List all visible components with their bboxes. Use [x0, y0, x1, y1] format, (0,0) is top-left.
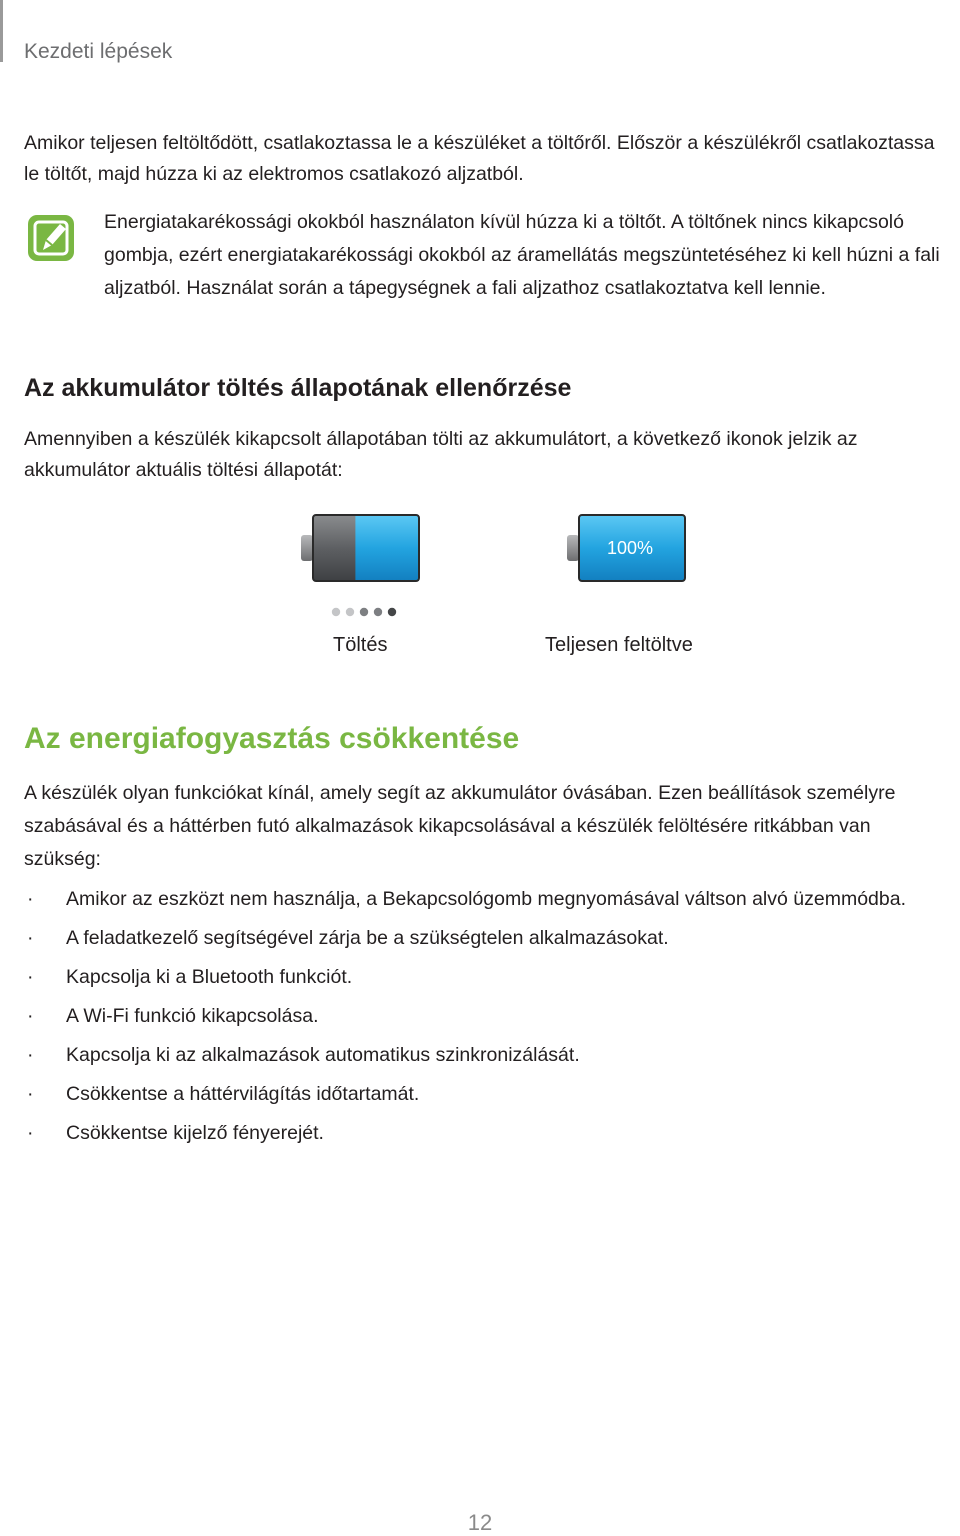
list-item [24, 884, 924, 915]
progress-dot [346, 608, 354, 616]
energy-tips-list [24, 884, 924, 1157]
note-pencil-icon [26, 213, 76, 263]
tip-text: Amikor az eszközt nem használja, a Bekapcsológomb megnyomásával váltson alvó üzemmódba. [66, 888, 906, 910]
tip-text: A feladatkezelő segítségével zárja be a szükségtelen alkalmazásokat. [66, 927, 669, 949]
intro-paragraph: Amikor teljesen feltöltődött, csatlakoztassa le a készüléket a töltőről. Először a készülékről csatlakoztassa le töltőt, majd húzza ki az elektromos csatlakozó aljzatból. [24, 132, 935, 185]
caption-full: Teljesen feltöltve [545, 634, 693, 656]
battery-full-label: 100% [606, 538, 654, 558]
bullet: · [27, 966, 34, 988]
energy-section-intro: A készülék olyan funkciókat kínál, amely segít az akkumulátor óvásában. Ezen beállítások személyre szabásával és a háttérben futó alkalmazások kikapcsolásával a készülék felöltésére ritkábban van szükség: [24, 782, 896, 870]
note-text: Energiatakarékossági okokból használaton kívül húzza ki a töltőt. A töltőnek nincs kikapcsoló gombja, ezért energiatakarékossági okokból az áramellátás megszüntetéséhez ki kell húzni a fali aljzatból. Használat során a tápegységnek a fali aljzathoz csatlakoztatva kell lennie. [104, 211, 940, 299]
energy-section-heading: Az energiafogyasztás csökkentése [24, 722, 520, 755]
tip-text: Kapcsolja ki az alkalmazások automatikus szinkronizálását. [66, 1044, 580, 1066]
list-item [24, 1079, 924, 1110]
tip-text: Csökkentse kijelző fényerejét. [66, 1122, 324, 1144]
battery-section-description: Amennyiben a készülék kikapcsolt állapotában tölti az akkumulátort, a következő ikonok jelzik az akkumulátor aktuális töltési állapotát: [24, 428, 858, 481]
battery-section-heading: Az akkumulátor töltés állapotának ellenőrzése [24, 374, 572, 402]
progress-dot [360, 608, 368, 616]
bullet: · [27, 1122, 34, 1144]
list-item [24, 1040, 924, 1071]
bullet: · [27, 927, 34, 949]
tip-text: Kapcsolja ki a Bluetooth funkciót. [66, 966, 353, 988]
list-item [24, 1001, 924, 1032]
caption-charging: Töltés [333, 634, 388, 656]
bullet: · [27, 888, 34, 910]
battery-full-icon [566, 514, 686, 582]
progress-dot [374, 608, 382, 616]
bullet: · [27, 1005, 34, 1027]
list-item [24, 923, 924, 954]
running-header: Kezdeti lépések [24, 40, 173, 63]
charging-progress-dots [330, 606, 398, 618]
bullet: · [27, 1044, 34, 1066]
battery-charging-icon [300, 514, 420, 582]
list-item [24, 1118, 924, 1149]
tip-text: A Wi-Fi funkció kikapcsolása. [66, 1005, 319, 1027]
progress-dot [388, 608, 396, 616]
progress-dot [332, 608, 340, 616]
bullet: · [27, 1083, 34, 1105]
tip-text: Csökkentse a háttérvilágítás időtartamát. [66, 1083, 420, 1105]
list-item [24, 962, 924, 993]
page-edge-line [0, 0, 3, 62]
page-number: 12 [467, 1510, 493, 1535]
